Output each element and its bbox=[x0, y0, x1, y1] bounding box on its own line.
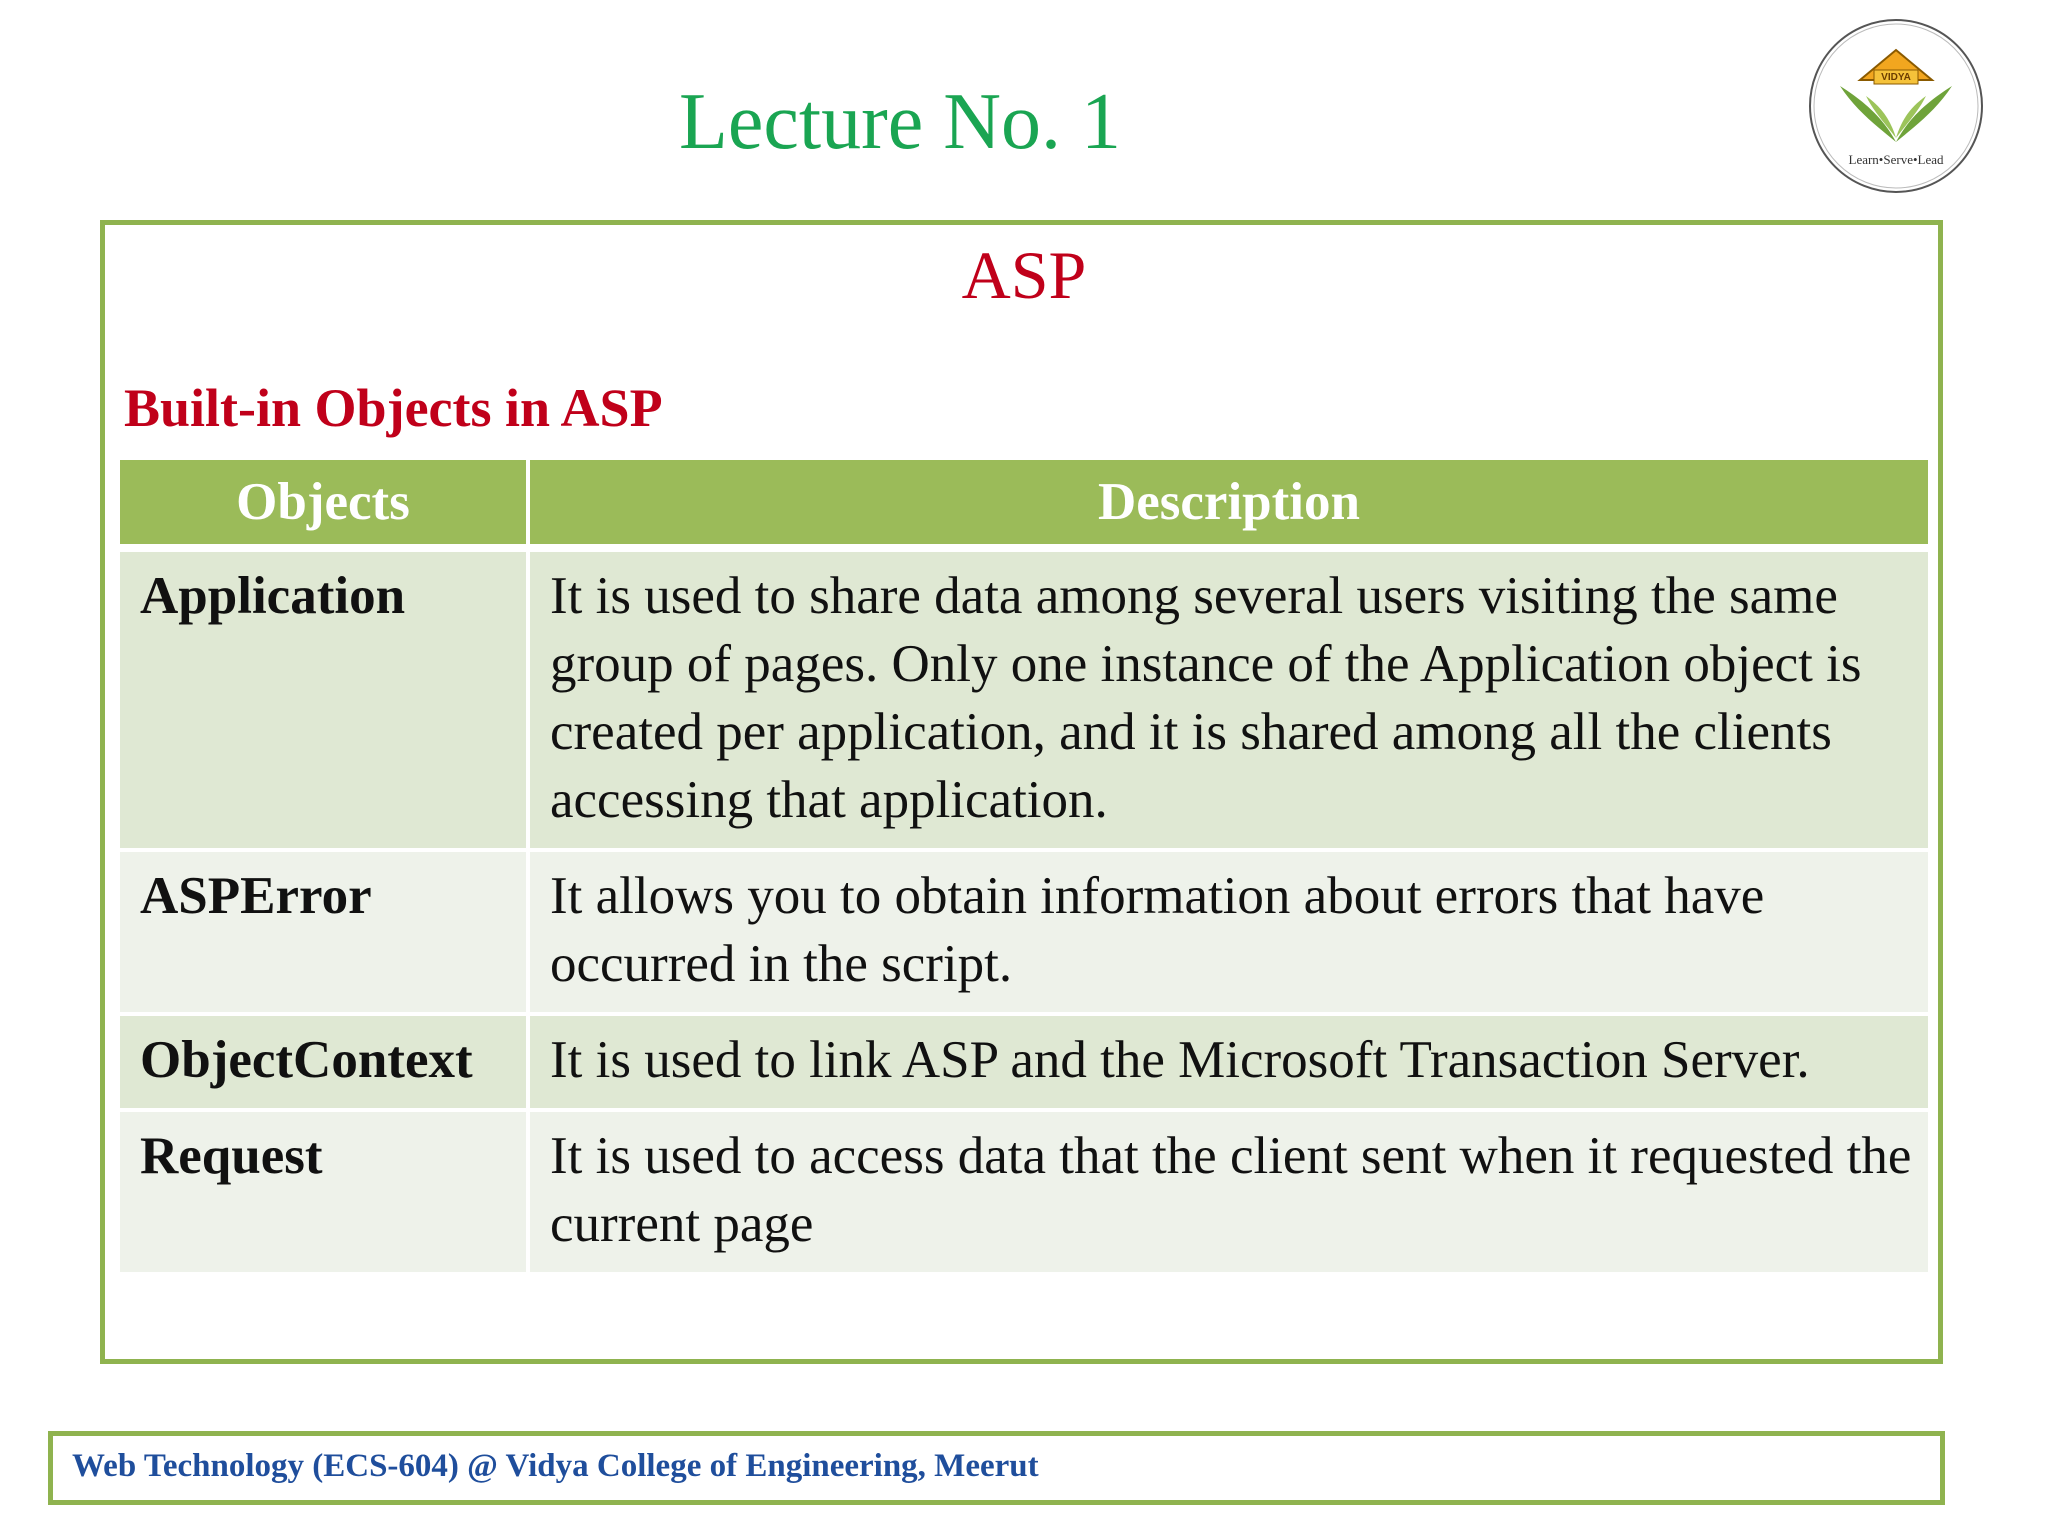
object-description: It is used to share data among several users visiting the same group of pages. Only one instance of the Application object is created per application, and it is shared among all the clients accessing that application. bbox=[528, 548, 1928, 850]
logo-tagline: Learn•Serve•Lead bbox=[1848, 152, 1944, 167]
table-row bbox=[120, 1110, 1928, 1274]
object-description: It is used to access data that the client sent when it requested the current page bbox=[528, 1110, 1928, 1274]
table-row bbox=[120, 850, 1928, 1014]
object-name: Application bbox=[120, 548, 528, 850]
column-header-description: Description bbox=[528, 460, 1928, 548]
object-description: It allows you to obtain information about errors that have occurred in the script. bbox=[528, 850, 1928, 1014]
section-title: ASP bbox=[961, 237, 1087, 313]
object-name: ObjectContext bbox=[120, 1014, 528, 1110]
lecture-title: Lecture No. 1 bbox=[678, 78, 1122, 166]
objects-table bbox=[120, 460, 1928, 1276]
column-header-objects: Objects bbox=[120, 460, 528, 548]
footer-text: Web Technology (ECS-604) @ Vidya College of Engineering, Meerut bbox=[72, 1448, 1039, 1484]
object-name: Request bbox=[120, 1110, 528, 1274]
subtitle: Built-in Objects in ASP bbox=[124, 378, 663, 438]
object-description: It is used to link ASP and the Microsoft Transaction Server. bbox=[528, 1014, 1928, 1110]
table-row bbox=[120, 1014, 1928, 1110]
table-row bbox=[120, 548, 1928, 850]
logo-name: VIDYA bbox=[1881, 72, 1911, 83]
vidya-logo bbox=[1804, 14, 1988, 198]
table-header-row bbox=[120, 460, 1928, 548]
object-name: ASPError bbox=[120, 850, 528, 1014]
